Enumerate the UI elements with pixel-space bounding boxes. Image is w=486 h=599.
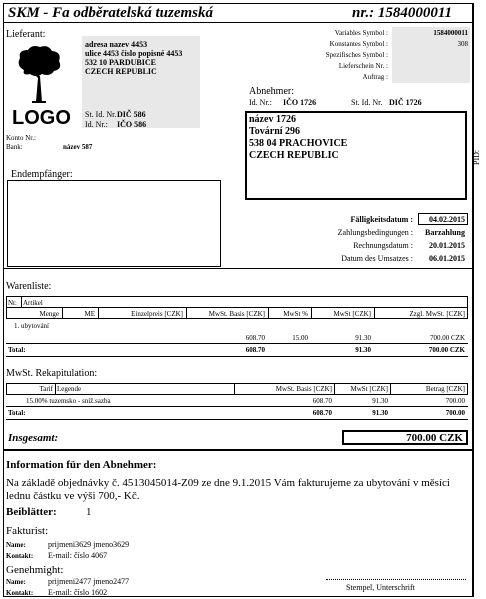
customer-address-line-2: Tovární 296: [249, 126, 301, 137]
items-bottom-line: [6, 356, 468, 357]
payment-terms-label: Zahlungsbedingungen :: [337, 228, 413, 237]
vat-total-label: Total:: [8, 409, 26, 417]
tree-logo-icon: [14, 44, 64, 104]
approver-contact-label: Kontakt:: [6, 589, 34, 597]
bank-label: Bank:: [6, 143, 23, 151]
symbol-value: 1584000011: [433, 29, 468, 37]
approver-contact-value: E-mail: číslo 1602: [48, 588, 108, 597]
supplier-tax-value: DIČ 586: [117, 110, 146, 119]
info-title: Information für den Abnehmer:: [6, 459, 157, 471]
vat-total-base: 608.70: [312, 409, 332, 417]
items-total-amount: 700.00 CZK: [428, 346, 465, 354]
grand-total-label: Insgesamt:: [8, 432, 59, 444]
items-col-unit-price: Einzelpreis [CZK]: [131, 310, 183, 318]
supplier-address-line-4: CZECH REPUBLIC: [85, 67, 157, 76]
recipient-label: Endempfänger:: [11, 169, 73, 180]
pid-label: PID:: [472, 149, 481, 165]
symbol-label: Auftrag :: [362, 73, 388, 81]
attachments-value: 1: [86, 506, 92, 518]
items-col-base: MwSt. Basis [CZK]: [208, 310, 265, 318]
invoice-date-label: Rechnungsdatum :: [353, 241, 413, 250]
items-title: Warenliste:: [6, 281, 52, 292]
item-total: 700.00 CZK: [430, 334, 465, 342]
tax-date-value: 06.01.2015: [429, 254, 465, 263]
supplier-id-label: Id. Nr.:: [85, 120, 108, 129]
items-total-label: Total:: [8, 346, 26, 354]
supplier-tax-label: St. Id. Nr.: [85, 110, 117, 119]
items-col-article: Artikel: [23, 299, 43, 307]
invoicer-name-value: prijmeni3629 jmeno3629: [48, 540, 130, 549]
vat-row-tarif: 15.00% tuzemsko - sníž.sazba: [26, 397, 111, 405]
invoicer-contact-value: E-mail: číslo 4067: [48, 551, 108, 560]
symbol-label: Konstantes Symbol :: [329, 40, 388, 48]
supplier-address-line-3: 532 10 PARDUBICE: [85, 58, 156, 67]
item-rate: 15.00: [292, 334, 308, 342]
items-col-total: Zzgl. MwSt. [CZK]: [409, 310, 465, 318]
items-total-vat: 91.30: [355, 346, 371, 354]
grand-total-line: [3, 449, 473, 451]
vat-col-amount: Betrag [CZK]: [425, 385, 465, 393]
symbol-label: Lieferschein Nr. :: [338, 62, 388, 70]
customer-tax-label: St. Id. Nr.: [351, 98, 383, 107]
document-title: SKM - Fa odběratelská tuzemská: [8, 5, 214, 21]
vat-row-vat: 91.30: [372, 397, 388, 405]
items-header-split: [6, 307, 468, 308]
vat-row-amount: 700.00: [445, 397, 465, 405]
customer-address-line-4: CZECH REPUBLIC: [249, 150, 339, 161]
items-col-nr: Nr.: [8, 299, 17, 307]
customer-address-line-3: 538 04 PRACHOVICE: [249, 138, 348, 149]
tax-date-label: Datum des Umsatzes :: [341, 254, 413, 263]
item-vat: 91.30: [355, 334, 371, 342]
supplier-address-line-2: ulice 4453 číslo popisné 4453: [85, 49, 183, 58]
vat-col-base: MwSt. Basis [CZK]: [275, 385, 332, 393]
vat-total-amount: 700.00: [445, 409, 465, 417]
items-col-rate: MwSt %: [283, 310, 308, 318]
vat-bottom-line: [6, 419, 468, 420]
customer-label: Abnehmer:: [249, 86, 294, 97]
supplier-label: Lieferant:: [6, 29, 46, 40]
items-col-vat: MwSt [CZK]: [333, 310, 371, 318]
item-base: 608.70: [245, 334, 265, 342]
approver-label: Genehmight:: [6, 564, 64, 576]
items-total-base: 608.70: [245, 346, 265, 354]
side-divider: [473, 3, 474, 597]
vat-total-line: [6, 406, 468, 407]
symbol-label: Variables Symbol :: [334, 29, 388, 37]
items-total-line: [6, 343, 468, 344]
symbol-value: 308: [457, 40, 468, 48]
items-col-qty: Menge: [39, 310, 59, 318]
vat-col-legend: Legende: [57, 385, 82, 393]
vat-col-vat: MwSt [CZK]: [350, 385, 388, 393]
supplier-id-value: IČO 586: [117, 120, 147, 129]
section-divider: [3, 268, 473, 269]
vat-col-tarif: Tarif: [39, 385, 53, 393]
attachments-label: Beiblätter:: [6, 506, 57, 518]
vat-total-vat: 91.30: [372, 409, 388, 417]
customer-address-line-1: název 1726: [249, 114, 296, 125]
customer-id-value: IČO 1726: [283, 98, 317, 107]
due-date-value: 04.02.2015: [429, 215, 465, 224]
logo-text: LOGO: [12, 107, 71, 129]
items-header-sep: [21, 296, 22, 307]
document-number: nr.: 1584000011: [352, 5, 453, 21]
recipient-box: [7, 180, 221, 267]
customer-tax-value: DIČ 1726: [389, 98, 422, 107]
symbol-label: Spezifisches Symbol :: [325, 51, 388, 59]
info-line-2: lednu částku ve výši 700,- Kč.: [6, 490, 140, 502]
signature-line: [326, 579, 466, 580]
signature-label: Stempel, Unterschrift: [346, 583, 415, 592]
item-name: 1. ubytování: [14, 322, 49, 330]
vat-col-sep: [55, 383, 56, 395]
approver-name-value: prijmeni2477 jmeno2477: [48, 577, 130, 586]
invoicer-contact-label: Kontakt:: [6, 552, 34, 560]
bank-value: název 587: [63, 143, 93, 151]
due-date-label: Fälligkeitsdatum :: [350, 215, 413, 224]
grand-total-value: 700.00 CZK: [406, 432, 463, 444]
supplier-address-line-1: adresa nazev 4453: [85, 40, 148, 49]
payment-terms-value: Barzahlung: [424, 228, 465, 237]
vat-row-base: 608.70: [312, 397, 332, 405]
account-label: Konto Nr.:: [6, 134, 36, 142]
items-col-unit: ME: [84, 310, 95, 318]
customer-id-label: Id. Nr.:: [249, 98, 272, 107]
invoicer-name-label: Name:: [6, 541, 26, 549]
approver-name-label: Name:: [6, 578, 26, 586]
invoice-date-value: 20.01.2015: [429, 241, 465, 250]
invoicer-label: Fakturist:: [6, 525, 49, 537]
vat-recap-title: MwSt. Rekapitulation:: [6, 368, 98, 379]
info-line-1: Na základě objednávky č. 4513045014-Z09 ze dne 9.1.2015 Vám fakturujeme za ubytování v měsíci: [6, 477, 450, 489]
